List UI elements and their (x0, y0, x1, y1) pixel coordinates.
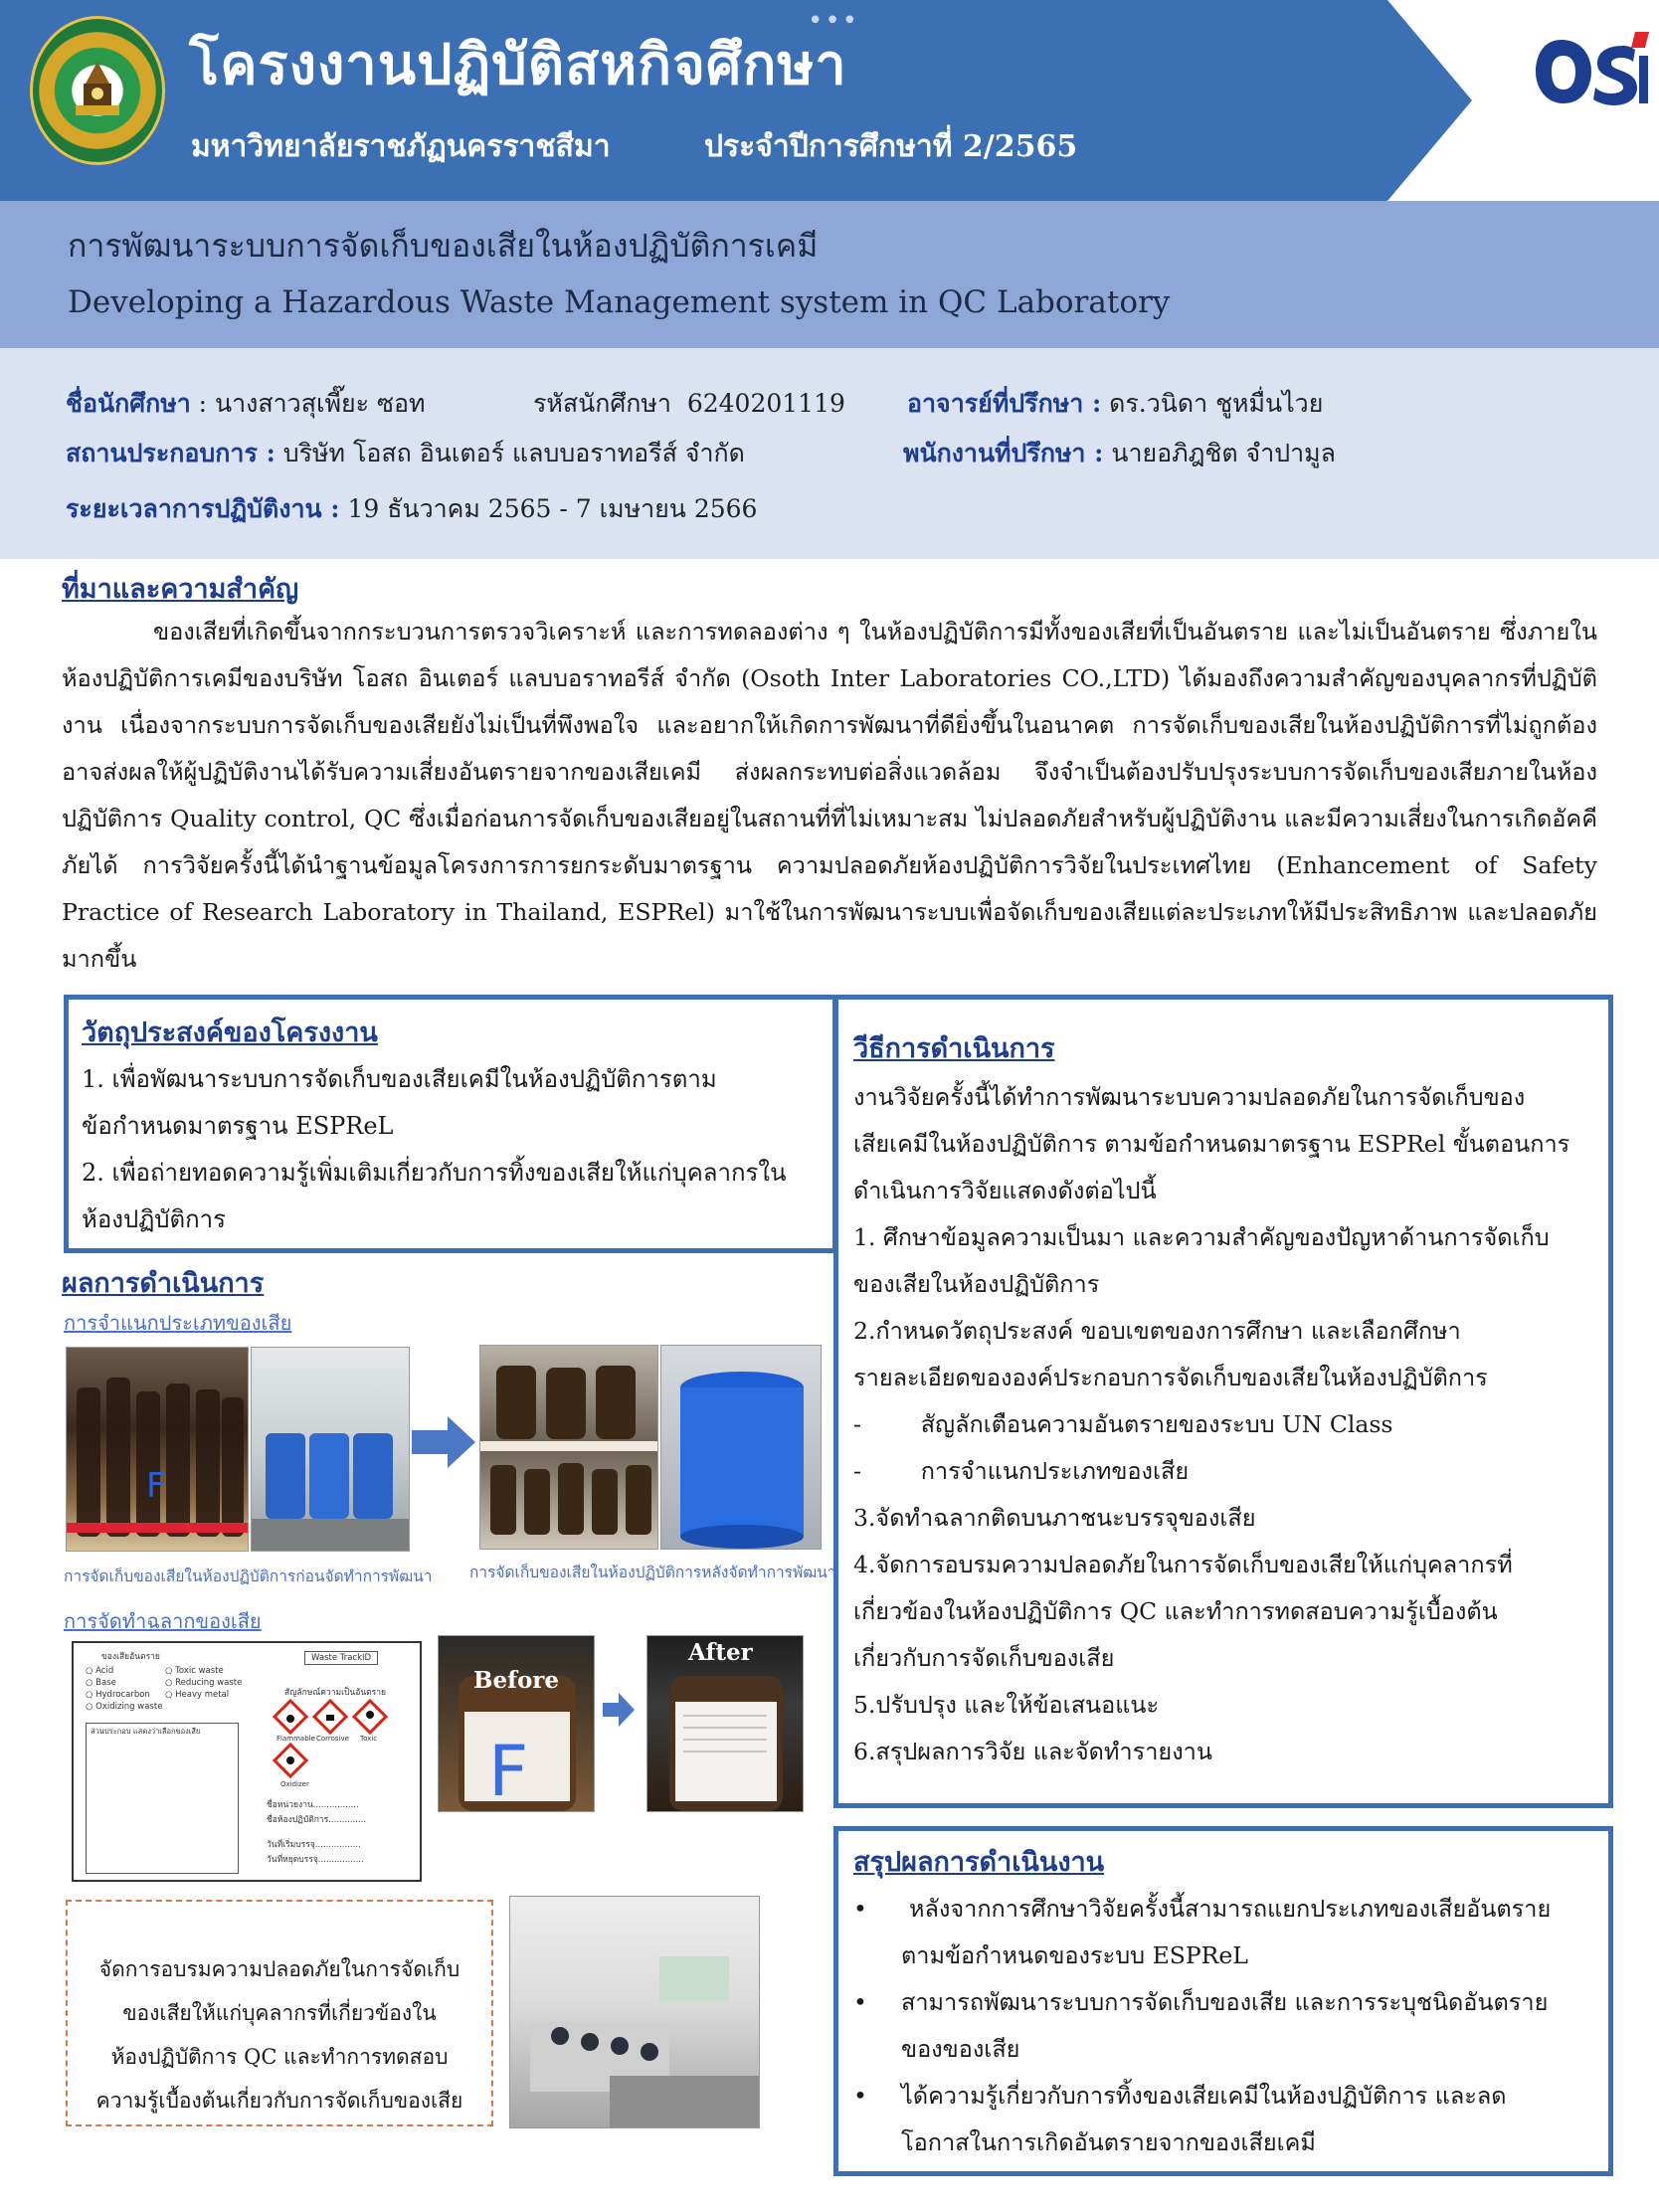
photo-after-drum (660, 1345, 822, 1550)
method-line: 2.กำหนดวัตถุประสงค์ ขอบเขตของการศึกษา และเลือกศึกษา (853, 1317, 1461, 1345)
bottle-before-illustration (439, 1636, 595, 1812)
photo-after-shelves (479, 1345, 658, 1550)
student-id: รหัสนักศึกษา 6240201119 (533, 389, 845, 418)
method-line: เกี่ยวกับการจัดเก็บของเสีย (853, 1644, 1115, 1672)
company: สถานประกอบการ : บริษัท โอสถ อินเตอร์ แลบบอราทอรีส์ จำกัด (66, 439, 745, 467)
form-field: วันที่หยุดบรรจุ................. (267, 1855, 364, 1865)
bullet-icon: • (853, 2082, 867, 2110)
ghs-label-corrosive: Corrosive (316, 1735, 349, 1743)
objective-line: 1. เพื่อพัฒนาระบบการจัดเก็บของเสียเคมีในห้องปฏิบัติการตาม (82, 1065, 717, 1093)
training-room-illustration (510, 1897, 760, 2128)
training-line: ความรู้เบื้องต้นเกี่ยวกับการจัดเก็บของเสีย (95, 2089, 463, 2113)
methods-heading: วีธีการดำเนินการ (853, 1033, 1055, 1064)
methods-list (853, 1074, 1601, 1775)
method-line: 3.จัดทำฉลากติดบนภาชนะบรรจุของเสีย (853, 1504, 1256, 1532)
results-heading: ผลการดำเนินการ (62, 1268, 265, 1299)
blue-drum-illustration (661, 1346, 822, 1550)
form-fields (267, 1798, 366, 1868)
label-before: Before (473, 1667, 560, 1694)
method-line: - สัญลักเตือนความอันตรายของระบบ UN Class (853, 1410, 1393, 1438)
summary-heading: สรุปผลการดำเนินงาน (853, 1847, 1105, 1878)
form-field: ชื่อหน่วยงาน................. (267, 1800, 359, 1810)
form-option: ○ Reducing waste (165, 1678, 243, 1688)
form-ghs-title: สัญลักษณ์ความเป็นอันตราย (284, 1688, 386, 1698)
photo-training-room (509, 1896, 760, 2128)
summary-item: • ได้ความรู้เกี่ยวกับการทิ้งของเสียเคมีในห้องปฏิบัติการ และลด โอกาสในการเกิดอันตรายจากของเสียเคมี (853, 2073, 1601, 2166)
form-option: ○ Heavy metal (165, 1690, 230, 1700)
form-field: วันที่เริ่มบรรจุ................. (267, 1840, 361, 1850)
bullet-icon: • (853, 1988, 867, 2016)
summary-item: • สามารถพัฒนาระบบการจัดเก็บของเสีย และการระบุชนิดอันตราย ของของเสีย (853, 1979, 1601, 2073)
method-line: 4.จัดการอบรมความปลอดภัยในการจัดเก็บของเสียให้แก่บุคลากรที่ (853, 1551, 1513, 1578)
academic-year: ประจำปีการศึกษาที่ 2/2565 (704, 129, 1078, 164)
caption-after: การจัดเก็บของเสียในห้องปฏิบัติการหลังจัดทำการพัฒนา (469, 1564, 836, 1581)
form-tracking-id: Waste TrackID (304, 1651, 378, 1665)
project-title-english: Developing a Hazardous Waste Management system in QC Laboratory (68, 284, 1171, 320)
ghs-label-toxic: Toxic (360, 1735, 378, 1743)
form-option: ○ Toxic waste (165, 1666, 224, 1676)
form-option: ○ Hydrocarbon (86, 1690, 150, 1700)
labeling-subheading: การจัดทำฉลากของเสีย (64, 1609, 262, 1633)
project-title-thai: การพัฒนาระบบการจัดเก็บของเสียในห้องปฏิบัติการเคมี (68, 227, 819, 265)
photo-before-drums (251, 1347, 410, 1552)
drums-illustration (252, 1348, 410, 1552)
shelves-illustration (480, 1346, 658, 1550)
poster-title: โครงงานปฏิบัติสหกิจศึกษา (189, 32, 847, 97)
objectives-heading: วัตถุประสงค์ของโครงงาน (82, 1017, 378, 1048)
training-line: ของเสียให้แก่บุคลากรที่เกี่ยวข้องใน (122, 2001, 437, 2025)
method-line: 5.ปรับปรุง และให้ข้อเสนอแนะ (853, 1691, 1160, 1719)
method-line: เกี่ยวข้องในห้องปฏิบัติการ QC และทำการทดสอบความรู้เบื้องต้น (853, 1597, 1498, 1625)
form-option: ○ Base (86, 1678, 116, 1688)
method-line: ดำเนินการวิจัยแสดงดังต่อไปนี้ (853, 1177, 1157, 1204)
waste-classification-subheading: การจำแนกประเภทของเสีย (64, 1311, 292, 1335)
summary-item: • หลังจากการศึกษาวิจัยครั้งนี้สามารถแยกประเภทของเสียอันตราย ตามข้อกำหนดของระบบ ESPReL (853, 1886, 1601, 1979)
method-line: รายละเอียดขององค์ประกอบการจัดเก็บของเสียในห้องปฏิบัติการ (853, 1364, 1488, 1391)
method-line: - การจำแนกประเภทของเสีย (853, 1457, 1190, 1485)
caption-before: การจัดเก็บของเสียในห้องปฏิบัติการก่อนจัดทำการพัฒนา (64, 1567, 433, 1585)
bullet-icon: • (853, 1895, 867, 1923)
ghs-label-oxidizer: Oxidizer (280, 1780, 309, 1788)
objective-line: ห้องปฏิบัติการ (82, 1205, 227, 1233)
method-line: ของเสียในห้องปฏิบัติการ (853, 1270, 1100, 1298)
label-after: After (688, 1639, 753, 1666)
objectives-list (82, 1056, 818, 1243)
header-dots: ••• (808, 6, 860, 36)
seal-emblem-icon (62, 58, 133, 127)
objective-line: 2. เพื่อถ่ายทอดความรู้เพิ่มเติมเกี่ยวกับการทิ้งของเสียให้แก่บุคลากรใน (82, 1159, 787, 1187)
bottles-illustration (67, 1348, 249, 1552)
arrow-right-icon (412, 1416, 475, 1468)
internship-period: ระยะเวลาการปฏิบัติงาน : 19 ธันวาคม 2565 - 7 เมษายน 2566 (66, 494, 758, 523)
photo-label-before (438, 1635, 595, 1812)
student-name: ชื่อนักศึกษา : นางสาวสุเพี๊ยะ ซอท (66, 389, 426, 418)
form-col2 (165, 1665, 242, 1701)
form-option: ○ Oxidizing waste (86, 1702, 163, 1712)
training-line: ห้องปฏิบัติการ QC และทำการทดสอบ (110, 2045, 449, 2069)
training-line: จัดการอบรมความปลอดภัยในการจัดเก็บ (98, 1957, 461, 1981)
background-heading: ที่มาและความสำคัญ (62, 574, 299, 605)
method-line: 1. ศึกษาข้อมูลความเป็นมา และความสำคัญของปัญหาด้านการจัดเก็บ (853, 1223, 1550, 1251)
osi-company-logo (1532, 26, 1649, 115)
arrow-right-icon (603, 1693, 635, 1727)
svg-text:F: F (146, 1466, 166, 1506)
training-text (70, 1947, 489, 2122)
mentor: พนักงานที่ปรึกษา : นายอภิฎชิต จำปามูล (903, 439, 1336, 467)
photo-before-bottles (66, 1347, 249, 1552)
form-title: ของเสียอันตราย (101, 1652, 160, 1662)
form-col1 (86, 1665, 162, 1713)
ghs-label-flammable: Flammable (276, 1735, 315, 1743)
background-paragraph (62, 609, 1597, 983)
objective-line: ข้อกำหนดมาตรฐาน ESPReL (82, 1112, 394, 1140)
method-line: 6.สรุปผลการวิจัย และจัดทำรายงาน (853, 1738, 1212, 1765)
method-line: เสียเคมีในห้องปฏิบัติการ ตามข้อกำหนดมาตรฐาน ESPRel ขั้นตอนการ (853, 1130, 1570, 1158)
summary-list (853, 1886, 1601, 2166)
form-option: ○ Acid (86, 1666, 114, 1676)
form-note: ส่วนประกอบ แสดงว่าเลือกของเสีย (91, 1727, 201, 1736)
form-composition-box (86, 1723, 239, 1874)
svg-text:F: F (488, 1731, 529, 1812)
method-line: งานวิจัยครั้งนี้ได้ทำการพัฒนาระบบความปลอดภัยในการจัดเก็บของ (853, 1083, 1526, 1111)
university-name: มหาวิทยาลัยราชภัฏนครราชสีมา (191, 129, 611, 164)
form-field: ชื่อห้องปฏิบัติการ.............. (267, 1815, 367, 1825)
waste-label-form (72, 1641, 422, 1882)
advisor: อาจารย์ที่ปรึกษา : ดร.วนิดา ชูหมื่นไวย (907, 389, 1324, 418)
background-text: ของเสียที่เกิดขึ้นจากกระบวนการตรวจวิเคราะห์ และการทดลองต่าง ๆ ในห้องปฏิบัติการมีทั้งของเสียที่เป็นอันตราย และไม่เป็นอันตราย ซึ่งภายในห้องปฏิบัติการเคมีของบริษัท โอสถ อินเตอร์ แลบบอราทอรีส์ จำกัด (Osoth Inter Laboratories CO.,LTD) ได้มองถึงความสำคัญของบุคลากรที่ปฏิบัติงาน เนื่องจากระบบการจัดเก็บของเสียยังไม่เป็นที่พึงพอใจ และอยากให้เกิดการพัฒนาที่ดียิ่งขึ้นในอนาคต การจัดเก็บของเสียในห้องปฏิบัติการที่ไม่ถูกต้องอาจส่งผลให้ผู้ปฏิบัติงานได้รับความเสี่ยงอันตรายจากของเสียเคมี ส่งผลกระทบต่อสิ่งแวดล้อม จึงจำเป็นต้องปรับปรุงระบบการจัดเก็บของเสียภายในห้องปฏิบัติการ Quality control, QC ซึ่งเมื่อก่อนการจัดเก็บของเสียอยู่ในสถานที่ที่ไม่เหมาะสม ไม่ปลอดภัยสำหรับผู้ปฏิบัติงาน และมีความเสี่ยงในการเกิดอัคคีภัยได้ การวิจัยครั้งนี้ได้นำฐานข้อมูลโครงการการยกระดับมาตรฐาน ความปลอดภัยห้องปฏิบัติการวิจัยในประเทศไทย (Enhancement of Safety Practice of Research Laboratory in Thailand, ESPRel) มาใช้ในการพัฒนาระบบเพื่อจัดเก็บของเสียแต่ละประเภทให้มีประสิทธิภาพ และปลอดภัยมากขึ้น (62, 618, 1597, 973)
